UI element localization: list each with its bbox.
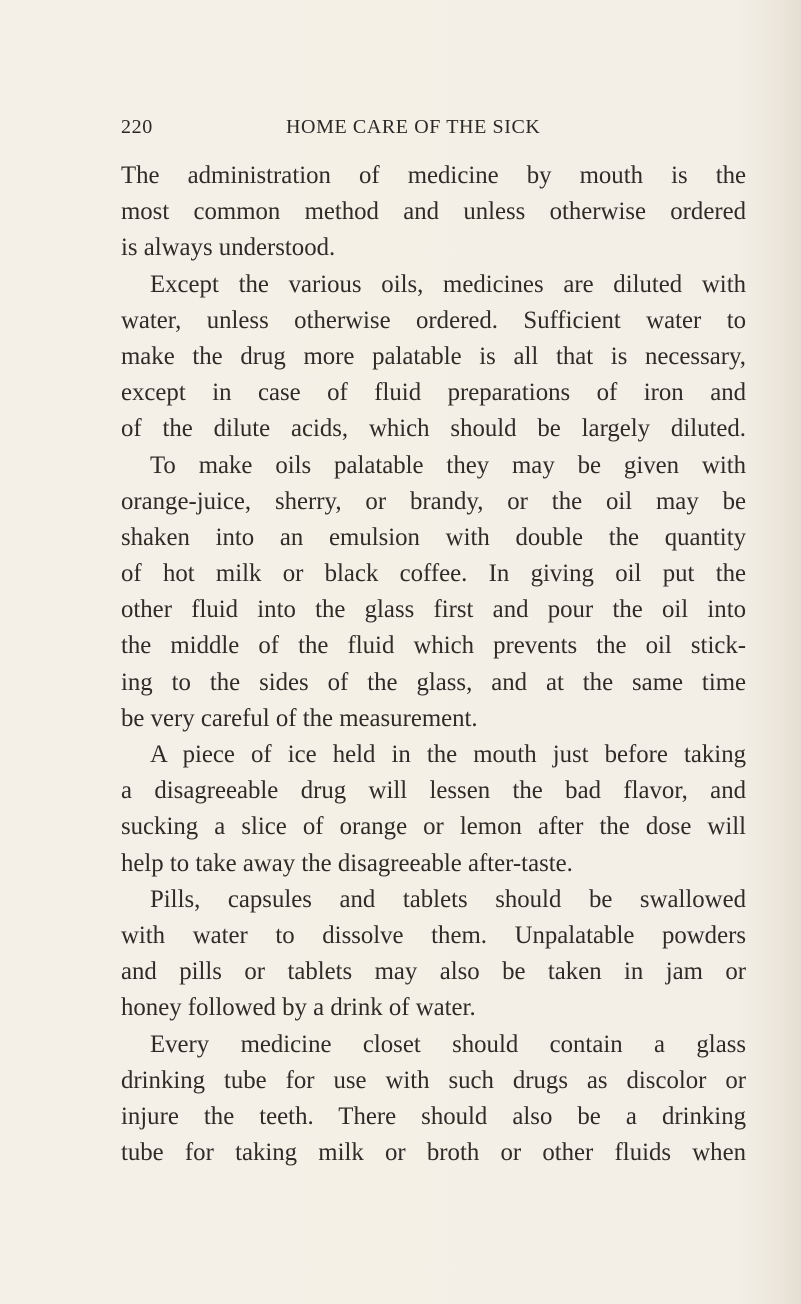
text-line: of the dilute acids, which should be largely diluted. bbox=[121, 415, 746, 443]
page-number: 220 bbox=[121, 116, 153, 138]
text-line: drinking tube for use with such drugs as discolor or bbox=[121, 1066, 746, 1094]
body-text bbox=[121, 158, 746, 1171]
text-line: shaken into an emulsion with double the quantity bbox=[121, 523, 746, 551]
text-line: The administration of medicine by mouth is the bbox=[121, 162, 746, 189]
text-line: honey followed by a drink of water. bbox=[121, 994, 476, 1022]
page-header bbox=[121, 116, 591, 146]
text-line: orange-juice, sherry, or brandy, or the oil may be bbox=[121, 487, 746, 515]
text-line: the middle of the fluid which prevents the oil stick- bbox=[121, 632, 746, 660]
text-line: sucking a slice of orange or lemon after the dose will bbox=[121, 813, 746, 841]
text-line: with water to dissolve them. Unpalatable powders bbox=[121, 921, 746, 949]
running-head: HOME CARE OF THE SICK bbox=[286, 116, 541, 138]
text-line: ing to the sides of the glass, and at the same time bbox=[121, 668, 746, 696]
text-line: A piece of ice held in the mouth just before taking bbox=[150, 741, 746, 768]
text-line: Pills, capsules and tablets should be swallowed bbox=[150, 885, 746, 913]
text-line: other fluid into the glass first and pour the oil into bbox=[121, 596, 746, 624]
text-line: Every medicine closet should contain a glass bbox=[150, 1030, 746, 1058]
text-line: except in case of fluid preparations of iron and bbox=[121, 379, 746, 407]
text-line: water, unless otherwise ordered. Sufficient water to bbox=[121, 306, 746, 334]
text-line: injure the teeth. There should also be a drinking bbox=[121, 1102, 746, 1130]
text-line: To make oils palatable they may be given with bbox=[150, 451, 746, 479]
text-line: be very careful of the measurement. bbox=[121, 704, 478, 732]
text-line: tube for taking milk or broth or other fluids when bbox=[121, 1139, 746, 1167]
text-line: most common method and unless otherwise ordered bbox=[121, 198, 746, 226]
text-line: is always understood. bbox=[121, 234, 336, 262]
text-line: help to take away the disagreeable after-taste. bbox=[121, 849, 573, 877]
text-line: of hot milk or black coffee. In giving oil put the bbox=[121, 560, 746, 588]
text-line: Except the various oils, medicines are diluted with bbox=[150, 270, 746, 298]
text-line: and pills or tablets may also be taken in jam or bbox=[121, 958, 746, 986]
text-line: make the drug more palatable is all that is necessary, bbox=[121, 342, 746, 370]
text-line: a disagreeable drug will lessen the bad flavor, and bbox=[121, 777, 746, 805]
